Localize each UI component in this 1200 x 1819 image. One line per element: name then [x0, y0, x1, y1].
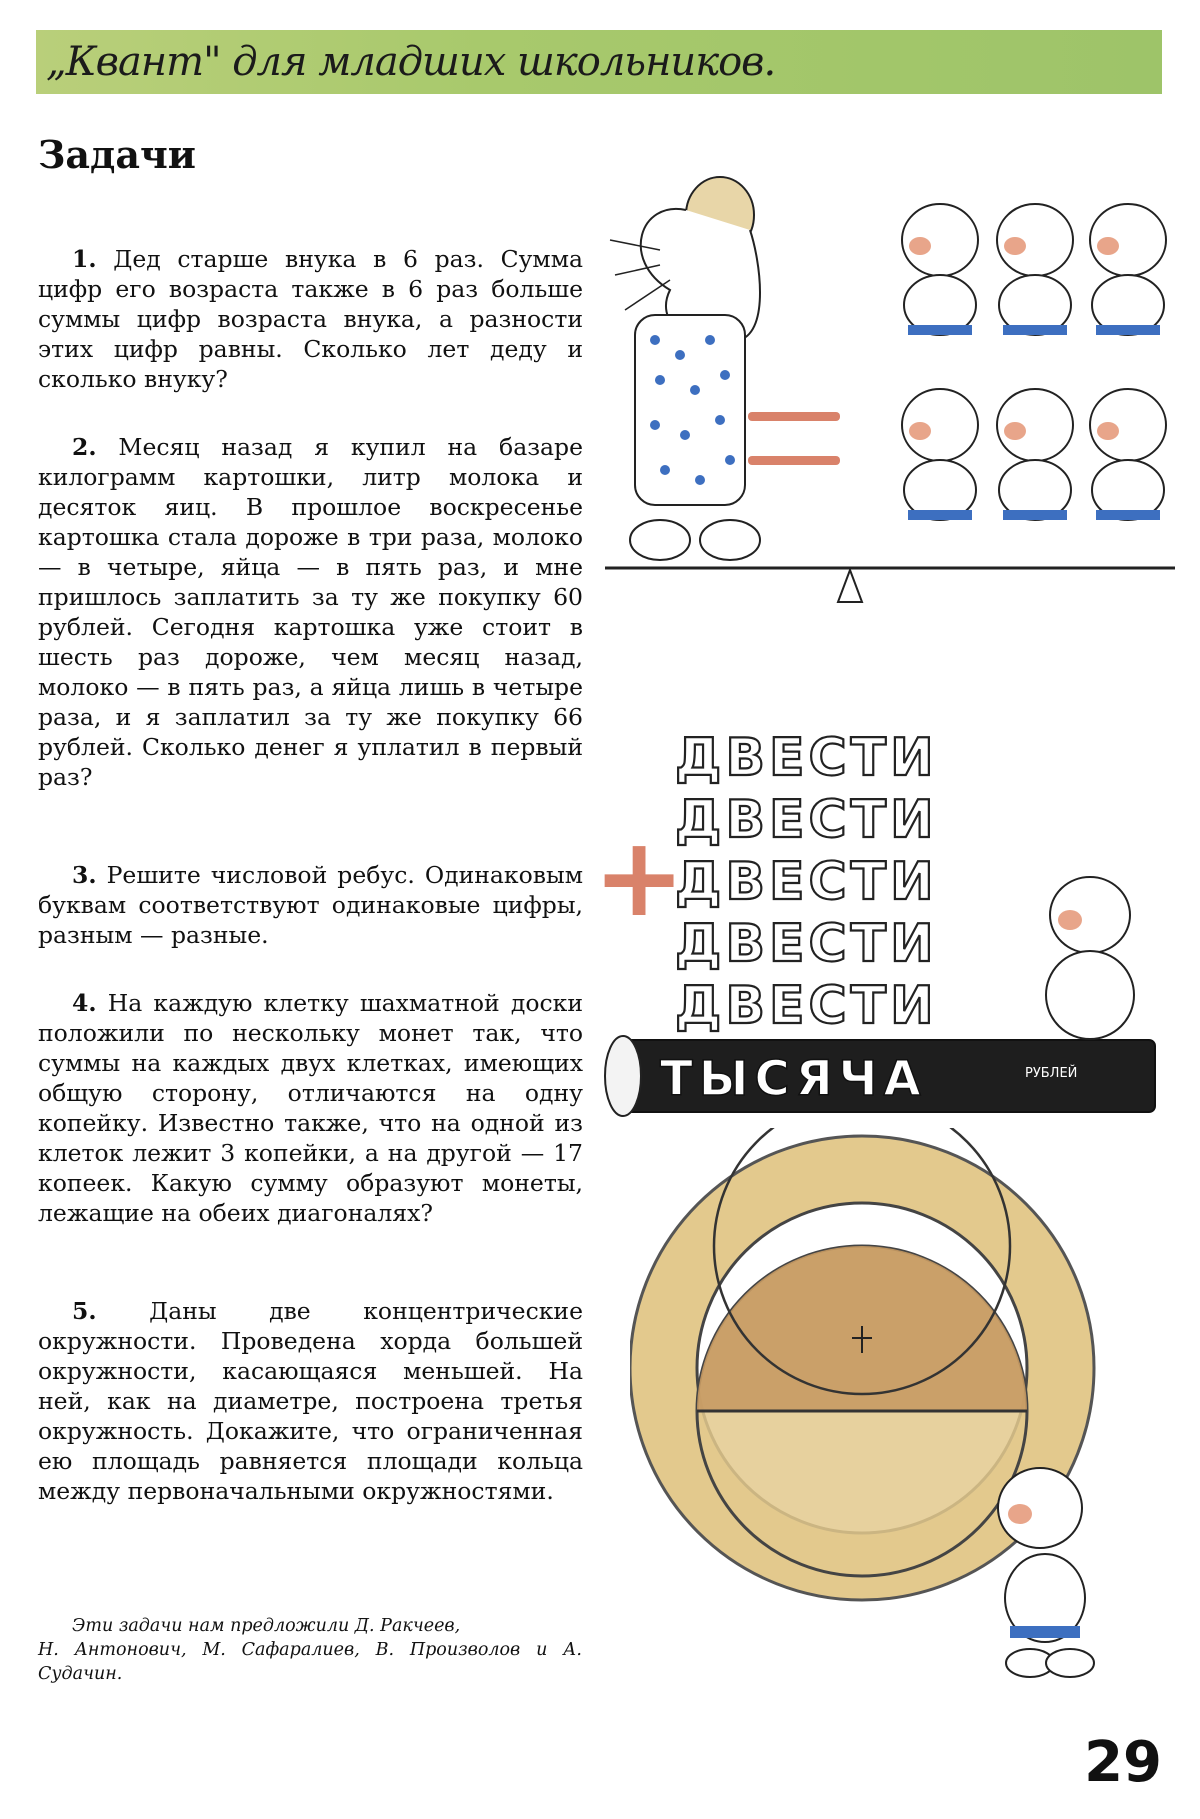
- grandfather-figure: [610, 177, 760, 560]
- rebus-sum: ТЫСЯЧА: [660, 1051, 927, 1107]
- rebus-addend-4: ДВЕСТИ: [675, 914, 938, 974]
- problem-text: Месяц назад я купил на базаре килограмм картошки, литр молока и десяток яиц. В прошлое воскресенье картошка стала дороже в три раза, молоко — в четыре, яйца — в пять раз, и мне пришлось заплатить за ту же покупку 60 рублей. Сегодня картошка уже стоит в шесть раз дороже, чем месяц назад, молоко — в пять раз, а яйца лишь в четыре раза, и я заплатил за ту же покупку 66 рублей. Сколько денег я уплатил в первый раз?: [38, 433, 583, 791]
- rebus-sum-unit: РУБЛЕЙ: [1025, 1066, 1078, 1081]
- page-number: 29: [1084, 1730, 1162, 1795]
- grandson-figure: [902, 389, 978, 520]
- problem-number: 5.: [72, 1297, 97, 1325]
- grandson-figure: [1090, 204, 1166, 335]
- circles-illustration: [630, 1128, 1175, 1708]
- credits-line-2: Н. Антонович, М. Сафаралиев, В. Произволов и А. Судачин.: [38, 1640, 582, 1684]
- problem-text: Решите числовой ребус. Одинаковым буквам соответствуют одинаковые цифры, разным — разные.: [38, 861, 583, 949]
- rebus-addend-3: ДВЕСТИ: [675, 852, 938, 912]
- problem-4: [38, 988, 583, 1228]
- problem-number: 3.: [72, 861, 97, 889]
- problem-number: 4.: [72, 989, 97, 1017]
- problem-number: 1.: [72, 245, 97, 273]
- grandson-figure: [1090, 389, 1166, 520]
- problem-5: [38, 1296, 583, 1506]
- rebus-illustration: [585, 715, 1170, 1125]
- equals-sign-bottom: [748, 456, 840, 465]
- problem-text: На каждую клетку шахматной доски положили по нескольку монет так, что суммы на каждых двух клетках, имеющих общую сторону, отличаются на одну копейку. Известно также, что на одной из клеток лежит 3 копейки, а на другой — 17 копеек. Какую сумму образуют монеты, лежащие на обеих диагоналях?: [38, 989, 583, 1227]
- grandson-figure: [997, 389, 1073, 520]
- banner-title: „Квант" для младших школьников.: [46, 39, 776, 85]
- plus-sign: +: [593, 813, 686, 941]
- header-banner: [36, 30, 1162, 94]
- rebus-addend-1: ДВЕСТИ: [675, 728, 938, 788]
- credits: [38, 1614, 582, 1686]
- boy-figure: [998, 1468, 1094, 1677]
- rebus-addend-5: ДВЕСТИ: [675, 976, 938, 1036]
- balance-illustration: [600, 140, 1180, 620]
- page-title: Задачи: [38, 132, 196, 177]
- boy-figure: [1046, 877, 1134, 1039]
- grandsons-group: [902, 204, 1166, 520]
- balance-fulcrum: [838, 570, 862, 602]
- problem-1: [38, 244, 583, 394]
- grandson-figure: [997, 204, 1073, 335]
- credits-line-1: Эти задачи нам предложили Д. Ракчеев,: [72, 1616, 461, 1636]
- equals-sign-top: [748, 412, 840, 421]
- problem-2: [38, 432, 583, 792]
- problem-3: [38, 860, 583, 950]
- problem-text: Даны две концентрические окружности. Проведена хорда большей окружности, касающаяся меньшей. На ней, как на диаметре, построена третья окружность. Докажите, что ограниченная ею площадь равняется площади кольца между первоначальными окружностями.: [38, 1297, 583, 1505]
- problem-text: Дед старше внука в 6 раз. Сумма цифр его возраста также в 6 раз больше суммы цифр возраста внука, а разности этих цифр равны. Сколько лет деду и сколько внуку?: [38, 245, 583, 393]
- grandson-figure: [902, 204, 978, 335]
- rebus-addend-2: ДВЕСТИ: [675, 790, 938, 850]
- problem-number: 2.: [72, 433, 97, 461]
